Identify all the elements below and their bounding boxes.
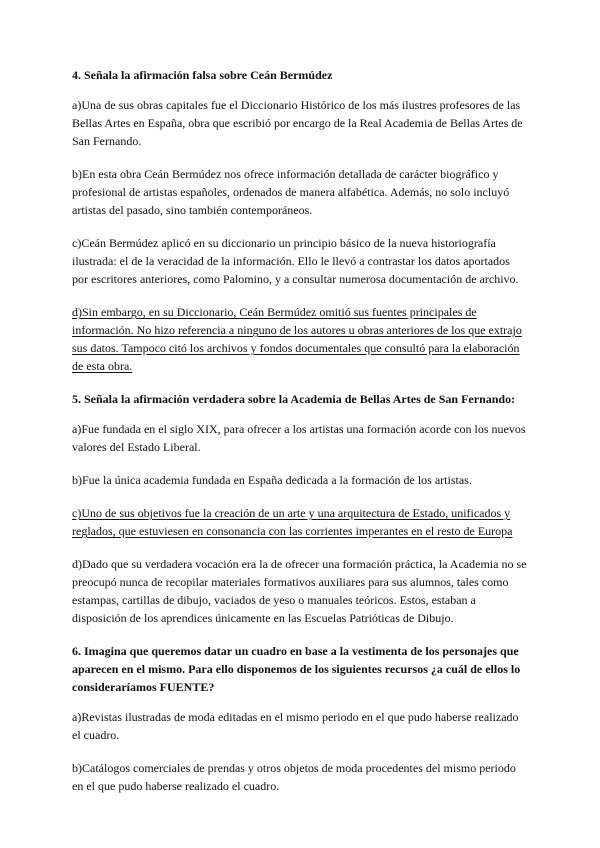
- answer-a: a)Revistas ilustradas de moda editadas en el mismo periodo en el que pudo haberse realizado el cuadro.: [72, 710, 519, 742]
- answer-c-underlined: c)Uno de sus objetivos fue la creación de un arte y una arquitectura de Estado, unificados y reglados, que estuviesen en consonancia con las corrientes imperantes en el resto de Europa: [72, 506, 513, 538]
- question-title: 6. Imagina que queremos datar un cuadro en base a la vestimenta de los personajes que aparecen en el mismo. Para ello disponemos de los siguientes recursos ¿a cuál de ellos lo consideraríamos FUENTE?: [72, 644, 521, 694]
- question-6: [72, 642, 528, 795]
- answer-a: a)Una de sus obras capitales fue el Diccionario Histórico de los más ilustres profesores de las Bellas Artes en España, obra que escribió por encargo de la Real Academia de Bellas Artes de San Fernando.: [72, 98, 523, 148]
- question-title: 4. Señala la afirmación falsa sobre Ceán Bermúdez: [72, 68, 333, 82]
- answer-d: d)Dado que su verdadera vocación era la de ofrecer una formación práctica, la Academia no se preocupó nunca de recopilar materiales formativos auxiliares para sus alumnos, tales como estampas, cartillas de dibujo, vaciados de yeso o manuales teóricos. Estos, estaban a disposición de los aprendices únicamente en las Escuelas Patrióticas de Dibujo.: [72, 557, 527, 625]
- answer-b: b)Fue la única academia fundada en España dedicada a la formación de los artistas.: [72, 473, 472, 487]
- answer-b: b)En esta obra Ceán Bermúdez nos ofrece información detallada de carácter biográfico y profesional de artistas españoles, ordenados de manera alfabética. Además, no solo incluyó artistas del pasado, sino también contemporáneos.: [72, 167, 510, 217]
- answer-b: b)Catálogos comerciales de prendas y otros objetos de moda procedentes del mismo periodo en el que pudo haberse realizado el cuadro.: [72, 761, 516, 793]
- answer-c: c)Ceán Bermúdez aplicó en su diccionario un principio básico de la nueva historiografía ilustrada: el de la veracidad de la información. Ello le llevó a contrastar los datos aportados por escritores anteriores, como Palomino, y a consultar numerosa documentación de archivo.: [72, 236, 519, 286]
- answer-a: a)Fue fundada en el siglo XIX, para ofrecer a los artistas una formación acorde con los nuevos valores del Estado Liberal.: [72, 422, 526, 454]
- answer-d-underlined: d)Sin embargo, en su Diccionario, Ceán Bermúdez omitió sus fuentes principales de información. No hizo referencia a ninguno de los autores u obras anteriores de los que extrajo sus datos. Tampoco citó los archivos y fondos documentales que consultó para la elaboración de esta obra.: [72, 305, 522, 373]
- question-5: [72, 390, 528, 627]
- question-4: [72, 66, 528, 375]
- question-title: 5. Señala la afirmación verdadera sobre la Academia de Bellas Artes de San Fernando:: [72, 392, 516, 406]
